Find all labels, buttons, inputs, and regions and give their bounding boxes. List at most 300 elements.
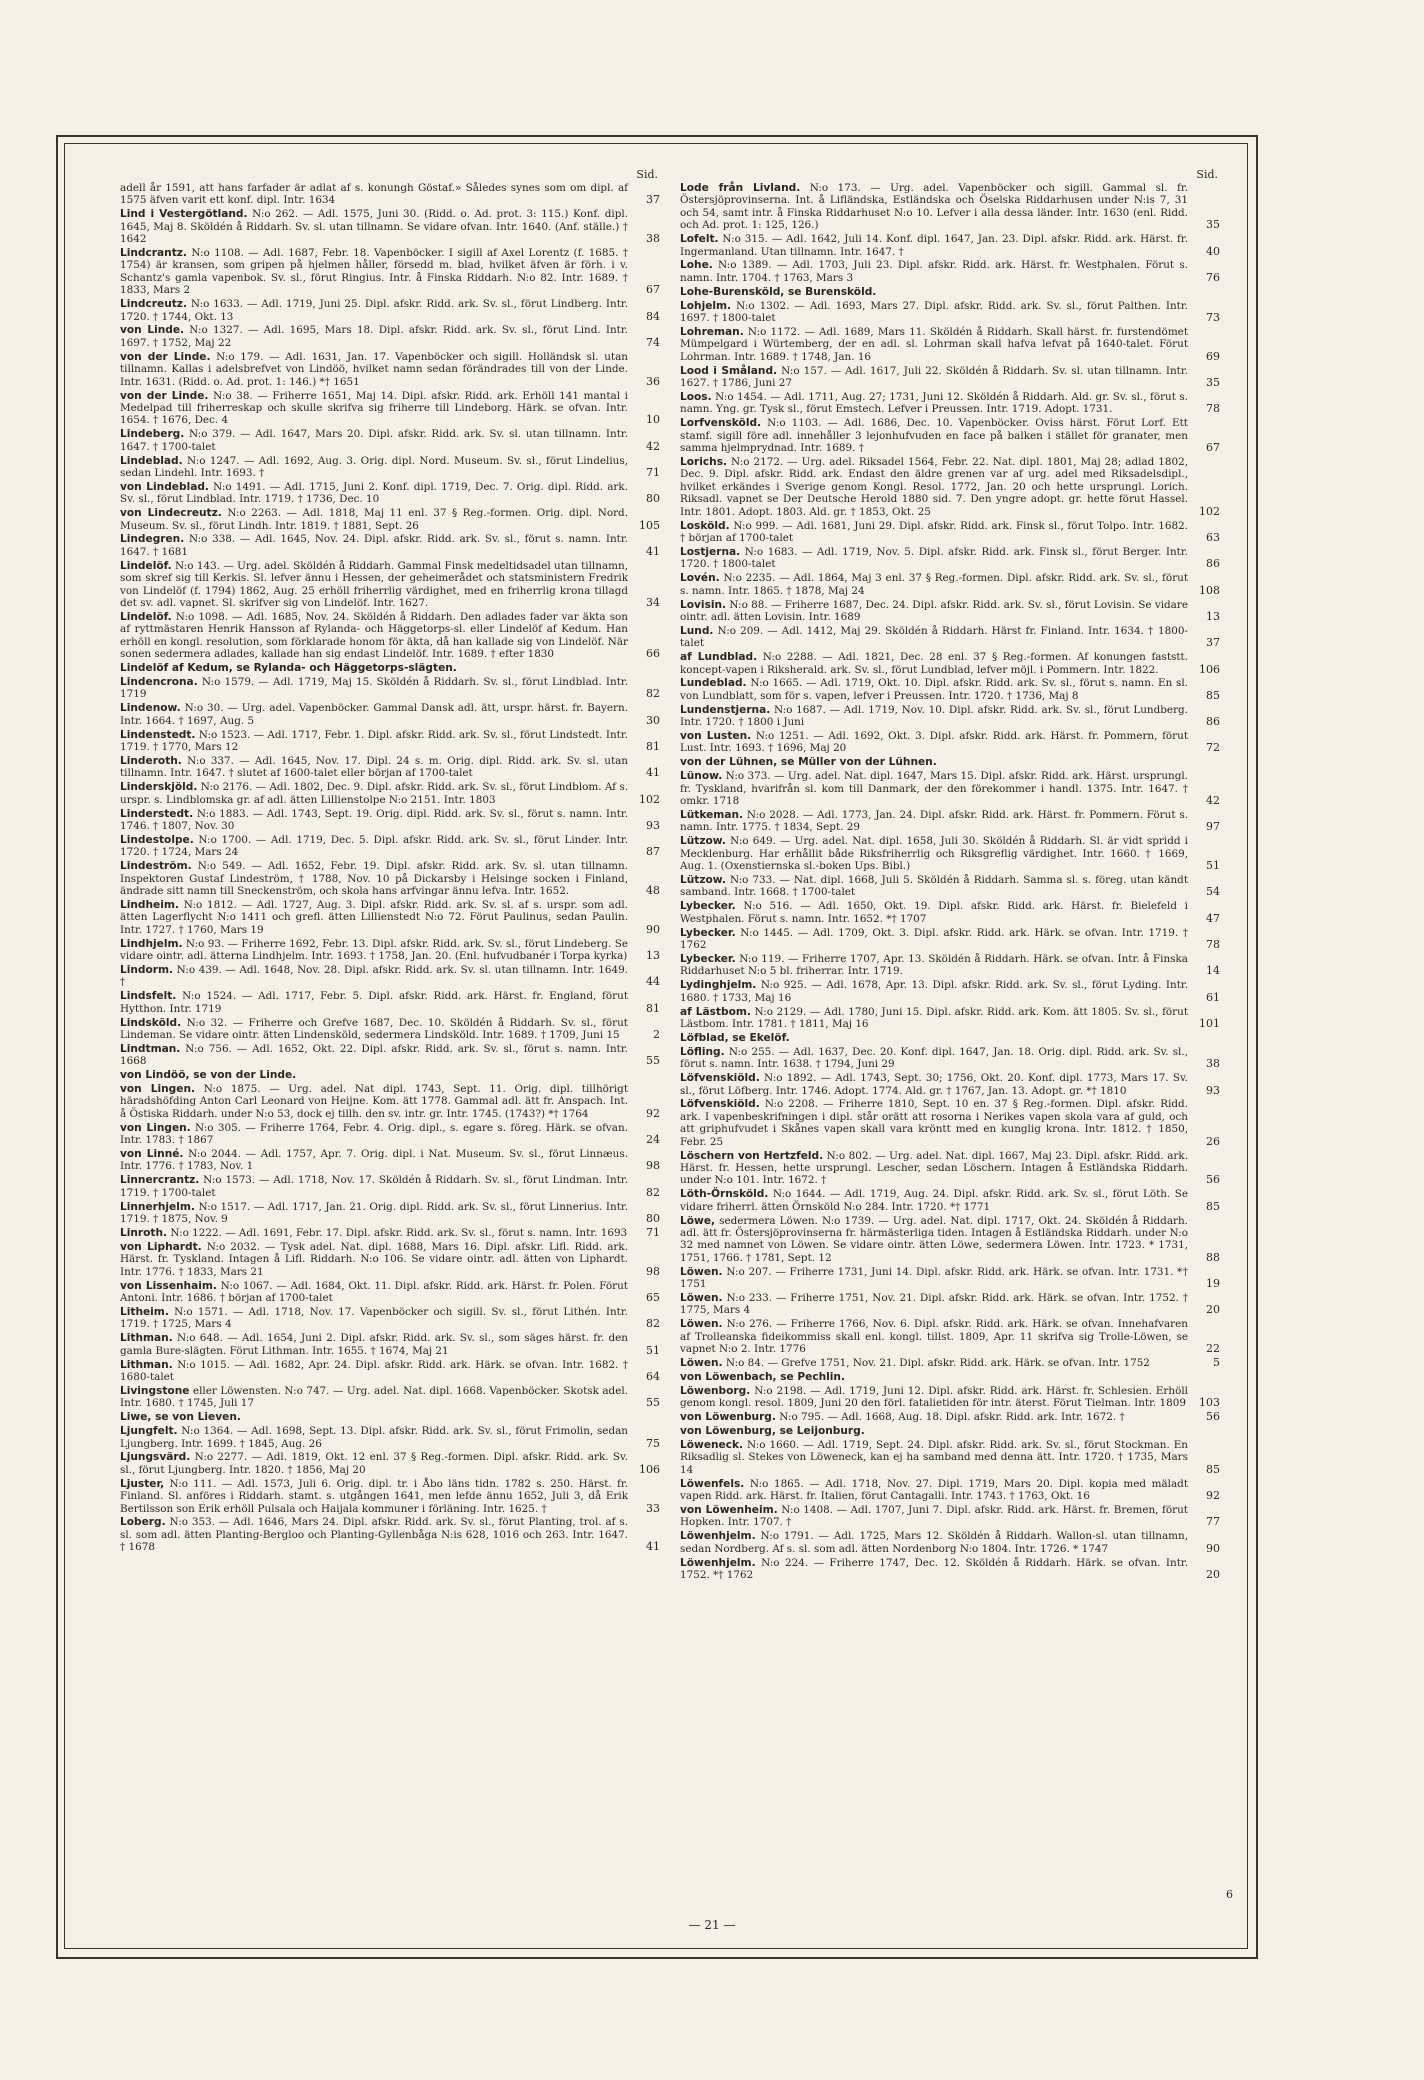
entry-page: 51 — [1206, 859, 1220, 873]
entry-page: 82 — [646, 687, 660, 701]
entry-text: N:o 999. — Adl. 1681, Juni 29. Dipl. afskr. Ridd. ark. Finsk sl., förut Tolpo. Intr. 1682. † början af 1700-talet — [680, 519, 1188, 544]
entry-heading: von Lindecreutz. — [120, 507, 222, 520]
entry-text: N:o 1700. — Adl. 1719, Dec. 5. Dipl. afskr. Ridd. ark. Sv. sl., förut Linder. Intr. 1720. † 1724, Mars 24 — [120, 833, 628, 859]
entry-heading: von Lindeblad. — [120, 480, 209, 493]
entry-heading: Löfvenskiöld. — [680, 1098, 760, 1111]
entry-page: 30 — [646, 713, 660, 727]
entry-text: N:o 2044. — Adl. 1757, Apr. 7. Orig. dipl. i Nat. Museum. Sv. sl., förut Linnæus. Intr. 1776. † 1783, Nov. 1 — [120, 1148, 628, 1173]
entry-page: 35 — [1206, 218, 1220, 232]
list-item — [120, 1478, 660, 1515]
entry-body — [680, 900, 1188, 925]
entry-heading: Löwen. — [680, 1292, 723, 1305]
entry-text: N:o 733. — Nat. dipl. 1668, Juli 5. Sköldén å Riddarh. Samma sl. s. föreg. utan kändt samband. Intr. 1668. † 1700-talet — [680, 874, 1188, 899]
entry-body — [680, 874, 1188, 899]
entry-heading: Löth-Örnsköld. — [680, 1188, 769, 1201]
entry-heading: Loberg. — [120, 1516, 166, 1529]
entry-page: 80 — [646, 1212, 660, 1226]
entry-heading: Lovén. — [680, 572, 720, 585]
list-item — [120, 781, 660, 806]
entry-body — [120, 1227, 628, 1239]
list-item — [680, 835, 1220, 872]
entry-body — [120, 1201, 628, 1226]
entry-body — [680, 1530, 1188, 1555]
entry-page: 84 — [646, 309, 660, 323]
entry-body — [120, 1122, 628, 1147]
entry-text: N:o 2198. — Adl. 1719, Juni 12. Dipl. afskr. Ridd. ark. Härst. fr. Schlesien. Erhöll genom kongl. resol. 1809, Juni 20 den förl. fatalietiden för intr. äterst. Förut Tielman. Intr. 1809 — [680, 1384, 1188, 1410]
sid-label-left: Sid. — [636, 168, 658, 181]
list-item — [120, 1516, 660, 1553]
list-item — [120, 560, 660, 610]
list-item — [120, 1122, 660, 1147]
list-item — [680, 927, 1220, 952]
entry-text: N:o 1389. — Adl. 1703, Juli 23. Dipl. afskr. Ridd. ark. Härst. fr. Westphalen. Förut s. namn. Intr. 1704. † 1763, Mars 3 — [680, 259, 1188, 284]
entry-page: 42 — [646, 439, 660, 453]
entry-heading: Lode från Livland. — [680, 182, 801, 194]
entry-page: 106 — [1199, 662, 1220, 676]
entry-heading: Löfvenskiöld. — [680, 1072, 760, 1085]
entry-text: N:o 648. — Adl. 1654, Juni 2. Dipl. afskr. Ridd. ark. Sv. sl., som säges härst. fr. den gamla Bure-slägten. Förut Lithman. Intr. 1655. † 1674, Maj 21 — [120, 1332, 628, 1357]
entry-heading: Lohjelm. — [680, 299, 732, 312]
entry-page: 37 — [646, 193, 660, 207]
entry-text: N:o 1579. — Adl. 1719, Maj 15. Sköldén å Riddarh. Sv. sl., förut Lindblad. Intr. 1719 — [120, 675, 628, 701]
entry-text: N:o 207. — Friherre 1731, Juni 14. Dipl. afskr. Ridd. ark. Härk. se ofvan. Intr. 1731. *† 1751 — [680, 1265, 1188, 1291]
list-item — [120, 1451, 660, 1476]
list-item — [120, 964, 660, 989]
entry-text: N:o 224. — Friherre 1747, Dec. 12. Sköldén å Riddarh. Härk. se ofvan. Intr. 1752. *† 1762 — [680, 1556, 1188, 1582]
entry-heading: Lund. — [680, 624, 714, 637]
list-item — [680, 1439, 1220, 1476]
entry-body — [680, 835, 1188, 872]
entry-heading: Livingstone — [120, 1384, 190, 1397]
entry-heading: Löwenhjelm. — [680, 1556, 756, 1569]
entry-body — [120, 1385, 628, 1410]
entry-page: 65 — [646, 1291, 660, 1305]
entry-text: N:o 1067. — Adl. 1684, Okt. 11. Dipl. afskr. Ridd. ark. Härst. fr. Polen. Förut Antoni. Intr. 1686. † början af 1700-talet — [120, 1279, 628, 1305]
entry-page: 41 — [646, 544, 660, 558]
list-item — [120, 1083, 660, 1120]
entry-page: 93 — [646, 818, 660, 832]
entry-body — [680, 300, 1188, 325]
entry-page: 102 — [639, 792, 660, 806]
entry-body — [680, 1385, 1188, 1410]
entry-text: N:o 32. — Friherre och Grefve 1687, Dec. 10. Sköldén å Riddarh. Sv. sl., förut Lindeman. Se vidare ointr. ätten Lindensköld, sedermera Lindsköld. Intr. 1689. † 1709, Juni 15 — [120, 1016, 628, 1041]
entry-page: 5 — [1213, 1356, 1220, 1370]
entry-heading: Lindsköld. — [120, 1016, 182, 1029]
entry-body — [680, 259, 1188, 284]
entry-body — [120, 1478, 628, 1515]
entry-body — [680, 730, 1188, 755]
entry-heading: Löweneck. — [680, 1439, 744, 1451]
entry-heading: Losköld. — [680, 519, 730, 532]
entry-heading: Löwe, — [680, 1214, 716, 1227]
entry-heading: Lindcrantz. — [120, 247, 187, 260]
entry-text: N:o 2288. — Adl. 1821, Dec. 28 enl. 37 § Reg.-formen. Af konungen faststt. koncept-vapen i Riksherald. ark. Sv. sl., förut Lundblad, lefver möjl. i Pommern. Intr. 1822. — [680, 651, 1188, 676]
entry-page: 26 — [1206, 1134, 1220, 1148]
entry-text: N:o 756. — Adl. 1652, Okt. 22. Dipl. afskr. Ridd. ark. Sv. sl., förut s. namn. Intr. 1668 — [120, 1042, 628, 1068]
list-item — [680, 1504, 1220, 1529]
entry-text: N:o 1524. — Adl. 1717, Febr. 5. Dipl. afskr. Ridd. ark. Härst. fr. England, förut Hytthon. Intr. 1719 — [120, 990, 628, 1015]
list-item — [120, 351, 660, 388]
entry-text: N:o 1364. — Adl. 1698, Sept. 13. Dipl. afskr. Ridd. ark. Sv. sl., förut Frimolin, sedan Ljungberg. Intr. 1699. † 1845, Aug. 26 — [120, 1425, 628, 1450]
entry-heading: Linderskjöld. — [120, 781, 198, 794]
entry-heading: von der Linde. — [120, 389, 209, 402]
entry-text: N:o 209. — Adl. 1412, Maj 29. Sköldén å Riddarh. Härst fr. Finland. Intr. 1634. † 1800-talet — [680, 624, 1188, 650]
list-item — [120, 455, 660, 480]
entry-heading: Lindeström. — [120, 860, 192, 873]
entry-heading: Löwenborg. — [680, 1384, 751, 1397]
list-item — [120, 247, 660, 297]
list-item — [680, 1478, 1220, 1503]
entry-body — [120, 1148, 628, 1173]
entry-page: 81 — [646, 1001, 660, 1015]
entry-heading: af Lästbom. — [680, 1005, 751, 1018]
entry-text: N:o 1683. — Adl. 1719, Nov. 5. Dipl. afskr. Ridd. ark. Finsk sl., förut Berger. Intr. 1720. † 1800-talet — [680, 545, 1188, 571]
entry-page: 98 — [646, 1159, 660, 1173]
entry-text: N:o 549. — Adl. 1652, Febr. 19. Dipl. afskr. Ridd. ark. Sv. sl. utan tillnamn. Inspektoren Gustaf Lindeström, † 1788, Nov. 10 på Dickarsby i Helsinge socken i Finland, ändrade sitt namn till Sneckenström, och skola hans arfvingar ännu lefva. Intr. 1652. — [120, 860, 628, 897]
entry-heading: Lorfvensköld. — [680, 417, 762, 430]
entry-body — [120, 298, 628, 323]
entry-text: N:o 1687. — Adl. 1719, Nov. 10. Dipl. afskr. Ridd. ark. Sv. sl., förut Lundberg. Intr. 1720. † 1800 i Juni — [680, 703, 1188, 729]
list-item — [680, 1371, 1220, 1383]
entry-page: 47 — [1206, 911, 1220, 925]
entry-body — [120, 1174, 628, 1199]
list-item — [680, 391, 1220, 416]
entry-body — [680, 1371, 1188, 1383]
right-column — [680, 168, 1220, 1913]
entry-page: 97 — [1206, 820, 1220, 834]
list-item — [120, 729, 660, 754]
list-item — [120, 208, 660, 245]
entry-heading: von Lusten. — [680, 730, 752, 743]
entry-body — [120, 1332, 628, 1357]
entry-text: N:o 802. — Urg. adel. Nat. dipl. 1667, Maj 23. Dipl. afskr. Ridd. ark. Härst. fr. Hessen, hette ursprungl. Lescher, sedan Löschern. Intagen å Estländska Riddarh. under N:o 101. Intr. 1672. † — [680, 1149, 1188, 1187]
entry-page: 20 — [1206, 1568, 1220, 1582]
entry-body — [120, 1083, 628, 1120]
entry-body — [680, 1439, 1188, 1476]
entry-heading: Lindencrona. — [120, 675, 198, 688]
entry-heading: af Lundblad. — [680, 651, 758, 664]
entry-text: N:o 2176. — Adl. 1802, Dec. 9. Dipl. afskr. Ridd. ark. Sv. sl., förut Lindblom. Af s. urspr. s. Lindblomska gr. af adl. ätten Lillienstolpe N:o 2151. Intr. 1803 — [120, 781, 628, 806]
entry-text: N:o 1865. — Adl. 1718, Nov. 27. Dipl. 1719, Mars 20. Dipl. kopia med mäladt vapen Ridd. ark. Härst. fr. Italien, förut Cantagalli. Intr. 1743. † 1763, Okt. 16 — [680, 1477, 1188, 1503]
entry-body — [680, 1292, 1188, 1317]
entry-body — [120, 938, 628, 963]
entry-heading: Ljungfelt. — [120, 1425, 178, 1438]
entry-body — [680, 1504, 1188, 1529]
entry-page: 98 — [646, 1264, 660, 1278]
entry-page: 85 — [1206, 688, 1220, 702]
entry-body — [680, 1032, 1188, 1044]
entry-text: N:o 1445. — Adl. 1709, Okt. 3. Dipl. afskr. Ridd. ark. Härk. se ofvan. Intr. 1719. † 1762 — [680, 926, 1188, 952]
entry-text: N:o 1517. — Adl. 1717, Jan. 21. Orig. dipl. Ridd. ark. Sv. sl., förut Linnerius. Intr. 1719. † 1875, Nov. 9 — [120, 1200, 628, 1226]
list-item — [120, 1069, 660, 1081]
entry-body — [680, 417, 1188, 454]
entry-text: N:o 2263. — Adl. 1818, Maj 11 enl. 37 § Reg.-formen. Orig. dipl. Nord. Museum. Sv. sl., förut Lindh. Intr. 1819. † 1881, Sept. 26 — [120, 507, 628, 532]
entry-page: 71 — [646, 465, 660, 479]
entry-text: N:o 925. — Adl. 1678, Apr. 13. Dipl. afskr. Ridd. ark. Sv. sl., förut Lyding. Intr. 1680. † 1733, Maj 16 — [680, 979, 1189, 1004]
entry-heading: Linroth. — [120, 1227, 168, 1239]
list-item — [680, 259, 1220, 284]
list-item — [680, 300, 1220, 325]
list-item — [680, 1425, 1220, 1437]
entry-heading: von der Linde. — [120, 350, 211, 363]
list-item — [680, 286, 1220, 298]
entry-body — [120, 1241, 628, 1278]
entry-heading: Löfling. — [680, 1045, 725, 1058]
list-item — [120, 860, 660, 897]
list-item — [120, 611, 660, 661]
entry-body — [680, 546, 1188, 571]
entry-page: 35 — [1206, 376, 1220, 390]
entry-heading: Lood i Småland. — [680, 364, 778, 377]
entry-text: N:o 233. — Friherre 1751, Nov. 21. Dipl. afskr. Ridd. ark. Härk. se ofvan. Intr. 1752. † 1775, Mars 4 — [680, 1292, 1188, 1317]
list-item — [120, 481, 660, 506]
entry-body — [120, 533, 628, 558]
entry-body — [120, 507, 628, 532]
entry-body — [120, 1306, 628, 1331]
list-item — [120, 662, 660, 674]
entry-text: N:o 353. — Adl. 1646, Mars 24. Dipl. afskr. Ridd. ark. Sv. sl., förut Planting, trol. af s. sl. som adl. ätten Planting-Bergloo och Planting-Gyllenbåga N:is 628, 1016 och 263. Intr. 1647. † 1678 — [120, 1516, 628, 1554]
list-item — [680, 1318, 1220, 1355]
entry-page: 38 — [646, 232, 660, 246]
entry-text: N:o 143. — Urg. adel. Sköldén å Riddarh. Gammal Finsk medeltidsadel utan tillnamn, som skref sig till Kerkis. Sl. lefver ännu i Hessen, der geheimerådet och statsministern Fredrik von Lindelöf (f. 1794) 1862, Aug. 25 erhöll friherrlig värdighet, med en friherrlig krona tillagd det sv. adl. vapnet. Sl. skrifver sig von Lindelöf. Intr. 1627. — [120, 559, 628, 609]
entry-body — [680, 391, 1188, 416]
entry-body — [120, 1425, 628, 1450]
entry-page: 51 — [646, 1343, 660, 1357]
entry-page: 71 — [646, 1226, 660, 1239]
list-item — [120, 1425, 660, 1450]
list-item — [120, 1241, 660, 1278]
entry-heading: Lundenstjerna. — [680, 703, 771, 716]
list-item — [680, 1072, 1220, 1097]
entry-text: N:o 179. — Adl. 1631, Jan. 17. Vapenböcker och sigill. Holländsk sl. utan tillnamn. Kallas i adelsbrefvet von Lindöö, hvilket namn sedan förändrades till von der Linde. Intr. 1631. (Ridd. o. Ad. prot. 1: 146.) *† 1651 — [120, 350, 628, 388]
list-item — [120, 755, 660, 780]
sheet-mark: 6 — [1226, 1888, 1233, 1901]
entry-text: N:o 338. — Adl. 1645, Nov. 24. Dipl. afskr. Ridd. ark. Sv. sl., förut s. namn. Intr. 1647. † 1681 — [120, 533, 628, 558]
list-item — [120, 1227, 660, 1239]
entry-text: N:o 1633. — Adl. 1719, Juni 25. Dipl. afskr. Ridd. ark. Sv. sl., förut Lindberg. Intr. 1720. † 1744, Okt. 13 — [120, 298, 628, 323]
entry-heading: Lindcreutz. — [120, 298, 187, 311]
entry-page: 10 — [646, 413, 660, 427]
entry-page: 81 — [646, 739, 660, 753]
left-column — [120, 168, 660, 1913]
entry-heading: Lünow. — [680, 770, 723, 783]
entry-page: 24 — [646, 1133, 660, 1147]
entry-body — [120, 1411, 628, 1423]
list-item — [680, 182, 1220, 232]
list-item — [120, 1043, 660, 1068]
list-item — [120, 1148, 660, 1173]
entry-text: N:o 337. — Adl. 1645, Nov. 17. Dipl. 24 s. m. Orig. dipl. Ridd. ark. Sv. sl. utan tillnamn. Intr. 1647. † slutet af 1600-talet eller början af 1700-talet — [120, 754, 629, 780]
list-item — [120, 1306, 660, 1331]
list-item — [680, 756, 1220, 768]
entry-body — [120, 860, 628, 897]
entry-page: 85 — [1206, 1462, 1220, 1476]
entry-page: 93 — [1206, 1083, 1220, 1097]
entry-page: 90 — [1206, 1541, 1220, 1555]
entry-page: 75 — [646, 1436, 660, 1450]
entry-page: 41 — [646, 1540, 660, 1554]
entry-text: N:o 1251. — Adl. 1692, Okt. 3. Dipl. afskr. Ridd. ark. Härst. fr. Pommern, förut Lust. Intr. 1693. † 1696, Maj 20 — [680, 730, 1189, 755]
entry-text: N:o 795. — Adl. 1668, Aug. 18. Dipl. afskr. Ridd. ark. Intr. 1672. † — [779, 1411, 1125, 1424]
entry-text: N:o 2129. — Adl. 1780, Juni 15. Dipl. afskr. Ridd. ark. Kom. ätt 1805. Sv. sl., förut Lästbom. Intr. 1781. † 1811, Maj 16 — [680, 1005, 1189, 1030]
entry-heading: Lindelöf. — [120, 610, 172, 623]
list-item — [680, 1215, 1220, 1265]
list-item — [680, 651, 1220, 676]
entry-page: 33 — [646, 1501, 660, 1515]
entry-page: 90 — [646, 922, 660, 936]
list-item — [120, 1201, 660, 1226]
entry-text: N:o 2032. — Tysk adel. Nat. dipl. 1688, Mars 16. Dipl. afskr. Lifl. Ridd. ark. Härst. fr. Tyskland. Intagen å Lifl. Riddarh. N:o 106. Se vidare ointr. adl. ätten von Liphardt. Intr. 1776. † 1833, Mars 21 — [120, 1240, 629, 1278]
list-item — [120, 990, 660, 1015]
entry-text: N:o 1571. — Adl. 1718, Nov. 17. Vapenböcker och sigill. Sv. sl., förut Lithén. Intr. 1719. † 1725, Mars 4 — [120, 1305, 628, 1331]
list-item — [120, 1280, 660, 1305]
entry-page: 36 — [646, 374, 660, 388]
entry-page: 55 — [646, 1396, 660, 1410]
entry-body — [680, 1318, 1188, 1355]
entry-body — [120, 351, 628, 388]
entry-body — [120, 481, 628, 506]
list-item — [680, 677, 1220, 702]
entry-page: 61 — [1206, 990, 1220, 1004]
entry-heading: Lindheim. — [120, 898, 179, 911]
entry-text: N:o 1892. — Adl. 1743, Sept. 30; 1756, Okt. 20. Konf. dipl. 1773, Mars 17. Sv. sl., förut Löfberg. Intr. 1746. Adopt. 1774. Ald. gr. † 1767, Jan. 13. Adopt. gr. *† 1810 — [680, 1072, 1188, 1097]
entry-body — [680, 809, 1188, 834]
entry-heading: von Löwenheim. — [680, 1504, 778, 1517]
entry-heading: Lundeblad. — [680, 677, 747, 690]
entry-body — [680, 326, 1188, 363]
entry-text: N:o 1327. — Adl. 1695, Mars 18. Dipl. afskr. Ridd. ark. Sv. sl., förut Lind. Intr. 1697. † 1752, Maj 22 — [120, 324, 628, 349]
entry-body — [680, 456, 1188, 518]
entry-page: 42 — [1206, 794, 1220, 808]
entry-heading: Lindegren. — [120, 533, 185, 546]
entry-page: 86 — [1206, 557, 1220, 571]
entry-body — [680, 677, 1188, 702]
entry-text: N:o 2277. — Adl. 1819, Okt. 12 enl. 37 § Reg.-formen. Dipl. afskr. Ridd. ark. Sv. sl., förut Ljungberg. Intr. 1820. † 1856, Maj 20 — [120, 1451, 628, 1476]
entry-text: eller Löwensten. N:o 747. — Urg. adel. Nat. dipl. 1668. Vapenböcker. Skotsk adel. Intr. 1680. † 1745, Juli 17 — [120, 1384, 628, 1410]
list-item — [680, 365, 1220, 390]
entry-heading: von Lingen. — [120, 1121, 191, 1134]
entry-body — [680, 1357, 1188, 1369]
entry-heading: Lorichs. — [680, 456, 728, 469]
entry-text: N:o 111. — Adl. 1573, Juli 6. Orig. dipl. tr. i Åbo läns tidn. 1782 s. 250. Härst. fr. Finland. Sl. anföres i Riddarh. stamt. s. utgången 1641, men lefde ännu 1652, Juli 3, då Erik Bertilsson son Erik erhöll Pulsala och Haijala kommuner i förläning. Intr. 1625. † — [120, 1477, 628, 1515]
entry-page: 54 — [1206, 885, 1220, 899]
entry-heading: von der Lühnen, se Müller von der Lühnen. — [680, 756, 937, 769]
entry-heading: von Liphardt. — [120, 1240, 202, 1253]
list-item — [120, 390, 660, 427]
entry-text: N:o 1491. — Adl. 1715, Juni 2. Konf. dipl. 1719, Dec. 7. Orig. dipl. Ridd. ark. Sv. sl., förut Lindblad. Intr. 1719. † 1736, Dec. 10 — [120, 480, 628, 506]
right-entries — [680, 182, 1220, 1581]
entry-page: 41 — [646, 766, 660, 780]
list-item — [680, 233, 1220, 258]
entry-body — [680, 572, 1188, 597]
entry-text: N:o 2235. — Adl. 1864, Maj 3 enl. 37 § Reg.-formen. Dipl. afskr. Ridd. ark. Sv. sl., förut s. namn. Intr. 1865. † 1878, Maj 24 — [680, 572, 1188, 597]
entry-body — [120, 1516, 628, 1553]
entry-heading: von Linné. — [120, 1148, 184, 1161]
entry-page: 102 — [1199, 504, 1220, 518]
entry-heading: Löwenfels. — [680, 1477, 745, 1490]
list-item — [680, 1292, 1220, 1317]
list-item — [120, 702, 660, 727]
entry-text: N:o 93. — Friherre 1692, Febr. 13. Dipl. afskr. Ridd. ark. Sv. sl., förut Lindeberg. Se vidare ointr. adl. ätterna Lindhjelm. Intr. 1693. † 1758, Jan. 20. (Enl. hufvudbanér i Torpa kyrka) — [120, 937, 628, 962]
entry-body — [680, 1215, 1188, 1265]
list-item — [680, 1006, 1220, 1031]
entry-text: N:o 1883. — Adl. 1743, Sept. 19. Orig. dipl. Ridd. ark. Sv. sl., förut s. namn. Intr. 1746. † 1807, Nov. 30 — [120, 807, 628, 832]
entry-text: N:o 305. — Friherre 1764, Febr. 4. Orig. dipl., s. egare s. föreg. Härk. se ofvan. Intr. 1783. † 1867 — [120, 1121, 628, 1147]
entry-text: N:o 38. — Friherre 1651, Maj 14. Dipl. afskr. Ridd. ark. Erhöll 141 mantal i Medelpad till friherreskap och skulle skrifva sig friherre till Lindeborg. Härk. se ofvan. Intr. 1654. † 1676, Dec. 4 — [120, 389, 628, 427]
entry-text: N:o 1791. — Adl. 1725, Mars 12. Sköldén å Riddarh. Wallon-sl. utan tillnamn, sedan Nordberg. Af s. sl. som adl. ätten Nordenborg N:o 1804. Intr. 1726. * 1747 — [680, 1530, 1189, 1555]
entry-body — [120, 390, 628, 427]
entry-text: N:o 276. — Friherre 1766, Nov. 6. Dipl. afskr. Ridd. ark. Härk. se ofvan. Innehafvaren af Trolleanska fideikommiss skall enl. kongl. tillst. 1809, Apr. 11 skrifva sig Trolle-Löwen, se vapnet N:o 2. Intr. 1776 — [680, 1318, 1188, 1356]
entry-text: sedermera Löwen. N:o 1739. — Urg. adel. Nat. dipl. 1717, Okt. 24. Sköldén å Riddarh. adl. ätt fr. Östersjöprovinserna fr. härmästerliga tiden. Intagen å Estländska Riddarh. under N:o 32 med namnet von Löwen. Se vidare ointr. ätten Löwe, sedermera Löwen. Intr. 1723. * 1731, 1751, 1766. † 1781, Sept. 12 — [680, 1214, 1188, 1264]
entry-heading: Lohreman. — [680, 325, 744, 338]
entry-body — [680, 625, 1188, 650]
entry-page: 22 — [1206, 1342, 1220, 1356]
list-item — [680, 417, 1220, 454]
entry-heading: Löwen. — [680, 1265, 723, 1278]
entry-page: 77 — [1206, 1515, 1220, 1529]
list-item — [120, 428, 660, 453]
entry-body — [120, 1359, 628, 1384]
entry-body — [120, 611, 628, 661]
entry-text: N:o 373. — Urg. adel. Nat. dipl. 1647, Mars 15. Dipl. afskr. Ridd. ark. Härst. ursprungl. fr. Tyskland, hvarifrån sl. kom till Danmark, der den förekommer i handl. 1375. Intr. 1647. † omkr. 1718 — [680, 770, 1188, 808]
list-item — [680, 874, 1220, 899]
list-item — [120, 808, 660, 833]
entry-heading: Lindestolpe. — [120, 833, 194, 846]
entry-heading: Lindelöf af Kedum, se Rylanda- och Häggetorps-slägten. — [120, 662, 457, 675]
entry-page: 74 — [646, 335, 660, 349]
entry-body — [680, 233, 1188, 258]
entry-text: N:o 649. — Urg. adel. Nat. dipl. 1658, Juli 30. Sköldén å Riddarh. Sl. är vidt spridd i Mecklenburg. Har erhållit både Riksfriherrlig och Riksgreflig värdighet. Intr. 1660. † 1669, Aug. 1. (Oxenstiernska sl.-boken Ups. Bibl.) — [680, 835, 1189, 873]
entry-page: 82 — [646, 1317, 660, 1331]
entry-page: 101 — [1199, 1017, 1220, 1030]
entry-body — [680, 286, 1188, 298]
entry-page: 69 — [1206, 349, 1220, 363]
entry-heading: Lohe. — [680, 259, 713, 272]
entry-page: 66 — [646, 647, 660, 661]
list-item — [120, 1411, 660, 1423]
entry-body — [120, 662, 628, 674]
list-item — [680, 1385, 1220, 1410]
entry-text: N:o 1408. — Adl. 1707, Juni 7. Dipl. afskr. Ridd. ark. Härst. fr. Bremen, förut Hopken. Intr. 1707. † — [680, 1504, 1188, 1529]
entry-text: N:o 30. — Urg. adel. Vapenböcker. Gammal Dansk adl. ätt, urspr. härst. fr. Bayern. Intr. 1664. † 1697, Aug. 5 — [120, 702, 628, 727]
list-item — [680, 599, 1220, 624]
entry-body — [680, 953, 1188, 978]
entry-heading: Löwenhjelm. — [680, 1530, 756, 1543]
entry-body — [120, 899, 628, 936]
list-item — [120, 533, 660, 558]
entry-text: N:o 516. — Adl. 1650, Okt. 19. Dipl. afskr. Ridd. ark. Härst. fr. Bielefeld i Westphalen. Förut s. namn. Intr. 1652. *† 1707 — [680, 900, 1188, 925]
entry-body — [120, 990, 628, 1015]
list-item — [680, 979, 1220, 1004]
list-item — [120, 676, 660, 701]
entry-body — [120, 729, 628, 754]
entry-heading: Löwen. — [680, 1357, 723, 1370]
list-item — [120, 182, 660, 207]
entry-heading: Ljuster, — [120, 1477, 165, 1490]
entry-heading: Lithman. — [120, 1358, 173, 1371]
entry-page: 2 — [653, 1027, 660, 1041]
entry-body — [120, 702, 628, 727]
entry-body — [120, 1451, 628, 1476]
entry-text: N:o 1302. — Adl. 1693, Mars 27. Dipl. afskr. Ridd. ark. Sv. sl., förut Palthen. Intr. 1697. † 1800-talet — [680, 299, 1188, 325]
entry-page: 40 — [1206, 244, 1220, 258]
list-item — [120, 1332, 660, 1357]
entry-text: N:o 1108. — Adl. 1687, Febr. 18. Vapenböcker. I sigill af Axel Lorentz (f. 1685. † 1754) är kransen, som gripen på hjelmen håller, försedd m. blad, hvilket äfven är förh. i v. Schantz's gamla vapenbok. Sv. sl., förut Ringius. Intr. å Finska Riddarh. N:o 82. Intr. 1689. † 1833, Mars 2 — [120, 247, 628, 297]
entry-heading: von Lingen. — [120, 1083, 196, 1096]
list-item — [680, 1557, 1220, 1582]
entry-body — [680, 1557, 1188, 1582]
entry-body — [120, 428, 628, 453]
